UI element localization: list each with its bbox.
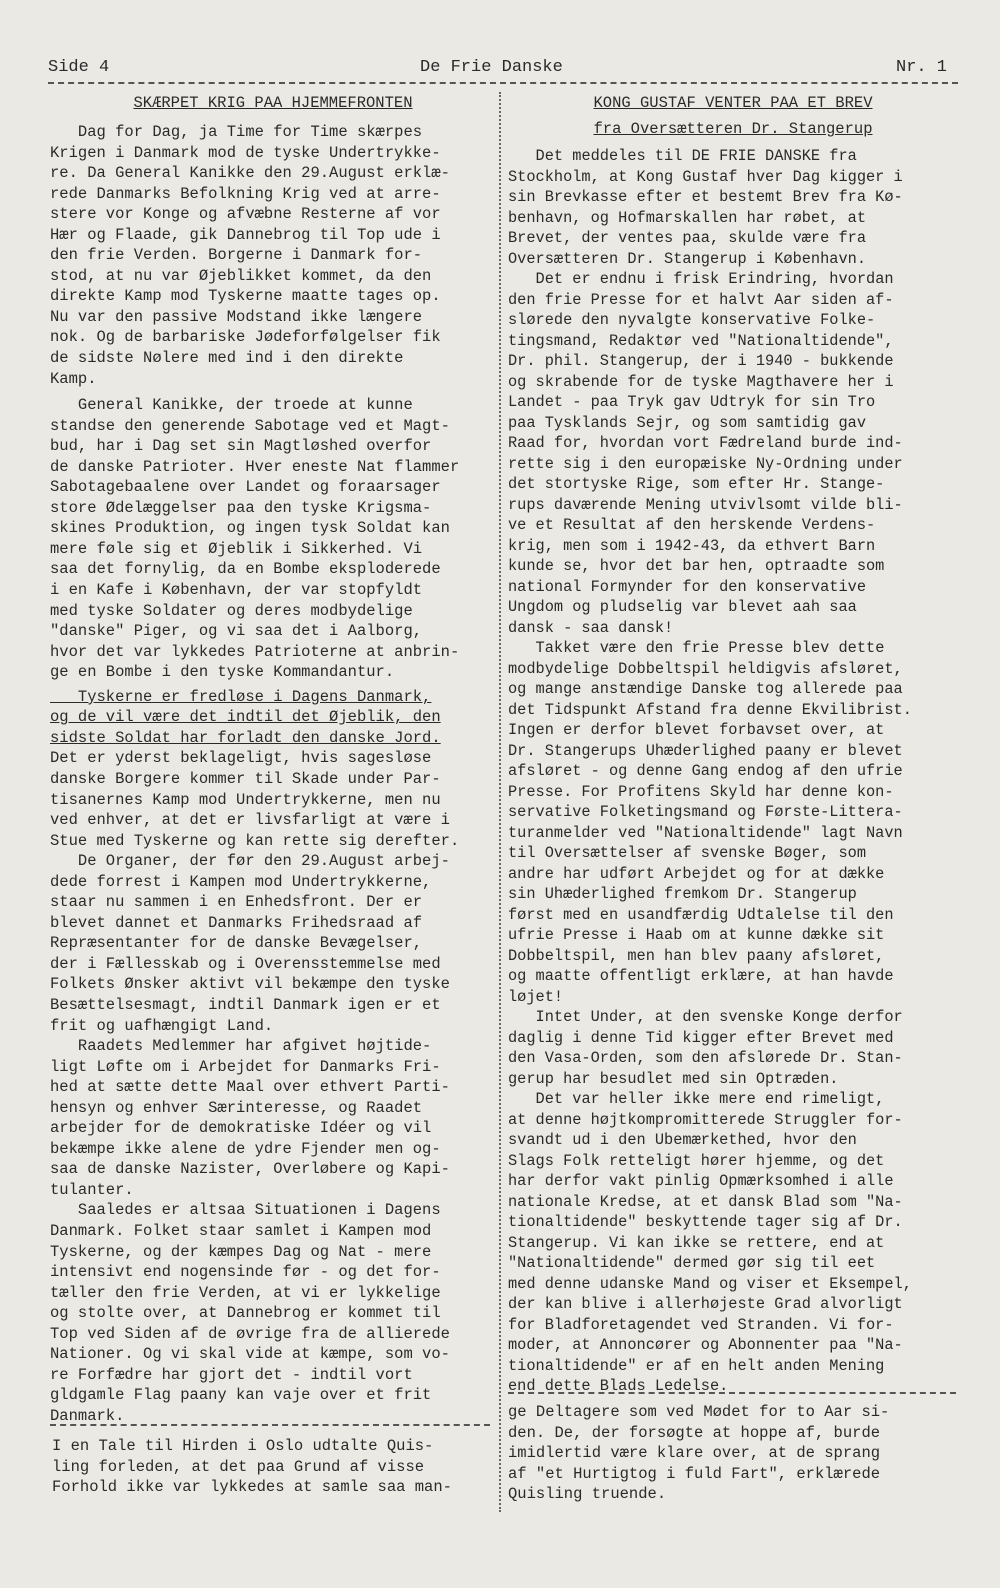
left-paragraph-4: De Organer, der før den 29.August arbej- dede forrest i Kampen mod Undertrykkerne, staar nu sammen i en Enhedsfront. Der er blevet dannet et Danmarks Frihedsraad af Repræsentanter for de danske Bevægelser, der i Fællesskab og i Overensstemmelse med Folkets Ønsker aktivt vil bekæmpe den tyske Besættelsesmagt, indtil Danmark igen er et frit og uafhængigt Land. xyxy=(50,852,450,1035)
left-emphasis-text: Tyskerne er fredløse i Dagens Danmark, og de vil være det indtil det Øjeblik, den sidste Soldat har forladt den danske Jord. xyxy=(50,687,441,747)
left-paragraph-6: Saaledes er altsaa Situationen i Dagens Danmark. Folket staar samlet i Kampen mod Tyskerne, og der kæmpes Dag og Nat - mere intensivt end nogensinde før - og det for- tæller den frie Verden, at vi er lykkelige og stolte over, at Dannebrog er kommet til Top ved Siden af de øvrige fra de allierede Nationer. Og vi skal vide at kæmpe, som vo- re Forfædre har gjort det - indtil vort gldgamle Flag paany kan vaje over et frit Danmark. xyxy=(50,1201,450,1425)
right-article-title: KONG GUSTAF VENTER PAA ET BREV xyxy=(593,94,873,112)
page-header xyxy=(48,58,968,84)
left-paragraph-5: Raadets Medlemmer har afgivet højtide- ligt Løfte om i Arbejdet for Danmarks Fri- hed at sætte dette Maal over ethvert Parti- hensyn og enhver Særinteresse, og Raadet arbejder for de demokratiske Idéer og vil bekæmpe ikke alene de ydre Fjender men og- saa de danske Nazister, Overløbere og Kapi- tulanter. xyxy=(50,1037,450,1199)
header-rule xyxy=(48,82,958,84)
right-article-text: Det meddeles til DE FRIE DANSKE fra Stockholm, at Kong Gustaf hver Dag kigger i sin Brevkasse efter et bestemt Brev fra Kø- benhavn, og Hofmarskallen har røbet, at Brevet, der ventes paa, skulde være fra Oversætteren Dr. Stangerup i København. Det er endnu i frisk Erindring, hvordan den frie Presse for et halvt Aar siden af- slørede den nyvalgte konservative Folke- tingsmand, Redaktør ved "Nationaltidende", Dr. phil. Stangerup, der i 1940 - bukkende og skrabende for de tyske Magthavere her i Landet - paa Tryk gav Udtryk for sin Tro paa Tysklands Sejr, og som samtidig gav Raad for, hvordan vort Fædreland burde ind- rette sig i den europæiske Ny-Ordning under det stortyske Rige, som efter Hr. Stange- rups daværende Mening utvivlsomt vilde bli- ve et Resultat af den herskende Verdens- krig, men som i 1942-43, da ethvert Barn kunde se, hvor det bar hen, optraadte som national Formynder for den konservative Ungdom og pludselig var blevet aah saa dansk - saa dansk! Takket være den frie Presse blev dette modbydelige Dobbeltspil heldigvis afsløret, og mange anstændige Danske tog allerede paa det Tidspunkt Afstand fra denne Ekvilibrist. Ingen er derfor blevet forbavset over, at Dr. Stangerups Uhæderlighed paany er blevet afsløret - og denne Gang endog af den ufrie Presse. For Profitens Skyld har denne kon- servative Folketingsmand og Første-Littera- turanmelder ved "Nationaltidende" lagt Navn til Oversættelser af svenske Bøger, som andre har udført Arbejdet og for at dække sin Uhæderlighed fremkom Dr. Stangerup først med en usandfærdig Udtalelse til den ufrie Presse i Haab om at kunne dække sit Dobbeltspil, men han blev paany afsløret, og maatte offentligt erklære, at han havde løjet! Intet Under, at den svenske Konge derfor daglig i denne Tid kigger efter Brevet med den Vasa-Orden, som den afslørede Dr. Stan- gerup har besudlet med sin Optræden. Det var heller ikke mere end rimeligt, at denne højtkompromitterede Struggler for- svandt ud i den Ubemærkethed, hvor den Slags Folk retteligt hører hjemme, og det har derfor vakt pinlig Opmærksomhed i alle nationale Kredse, at et dansk Blad som "Na- tionaltidende" beskyttende tager sig af Dr. Stangerup. Vi kan ikke se rettere, end at "Nationaltidende" dermed gør sig til eet med denne udanske Mand og viser et Eksempel, der kan blive i allerhøjeste Grad alvorligt for Bladforetagendet ved Stranden. Vi for- moder, at Annoncører og Abonnenter paa "Na- tionaltidende" er af en helt anden Mening end dette Blads Ledelse. xyxy=(508,147,912,1395)
left-article-title: SKÆRPET KRIG PAA HJEMMEFRONTEN xyxy=(133,94,413,112)
column-divider xyxy=(499,92,501,1512)
right-separator xyxy=(508,1392,956,1394)
left-separator xyxy=(50,1424,490,1426)
left-column xyxy=(50,92,496,1426)
left-paragraph-3: Det er yderst beklageligt, hvis sagesløse danske Borgere kommer til Skade under Par- tisanernes Kamp mod Undertrykkerne, men nu ved enhver, at det er livsfarligt at være i Stue med Tyskerne og kan rette sig derefter. xyxy=(50,749,460,850)
left-paragraph-2: General Kanikke, der troede at kunne standse den generende Sabotage ved et Magt- bud, har i Dag set sin Magtløshed overfor de danske Patrioter. Hver eneste Nat flammer Sabotagebaalene over Landet og foraarsager store Ødelæggelser paa den tyske Krigsma- skines Produktion, og ingen tysk Soldat kan mere føle sig et Øjeblik i Sikkerhed. Vi saa det fornylig, da en Bombe eksploderede i en Kafe i København, der var stopfyldt med tyske Soldater og deres modbydelige "danske" Piger, og vi saa det i Aalborg, hvor det var lykkedes Patrioterne at anbrin- ge en Bombe i den tyske Kommandantur. xyxy=(50,396,460,682)
left-tail-text: I en Tale til Hirden i Oslo udtalte Quis- ling forleden, at det paa Grund af visse Forhold ikke var lykkedes at samle saa man- xyxy=(52,1437,452,1497)
right-article-subtitle: fra Oversætteren Dr. Stangerup xyxy=(593,120,873,138)
right-tail-text: ge Deltagere som ved Mødet for to Aar si- den. De, der forsøgte at hoppe af, burde imidlertid være klare over, at de sprang af "et Hurtigtog i fuld Fart", erklærede Quisling truende. xyxy=(508,1403,890,1504)
right-tail-block xyxy=(508,1402,958,1505)
page-side-label: Side 4 xyxy=(48,58,110,77)
issue-number: Nr. 1 xyxy=(896,58,948,77)
newspaper-title: De Frie Danske xyxy=(420,58,563,77)
left-tail-block xyxy=(52,1436,496,1498)
right-column xyxy=(508,92,958,1397)
left-paragraph-1: Dag for Dag, ja Time for Time skærpes Krigen i Danmark mod de tyske Undertrykke- re. Da General Kanikke den 29.August erklæ- rede Danmarks Befolkning Krig ved at arre- stere vor Konge og afvæbne Resterne af vor Hær og Flaade, gik Dannebrog til Top ude i den frie Verden. Borgerne i Danmark for- stod, at nu var Øjeblikket kommet, da den direkte Kamp mod Tyskerne maatte tages op. Nu var den passive Modstand ikke længere nok. Og de barbariske Jødeforfølgelser fik de sidste Nølere med ind i den direkte Kamp. xyxy=(50,123,450,388)
